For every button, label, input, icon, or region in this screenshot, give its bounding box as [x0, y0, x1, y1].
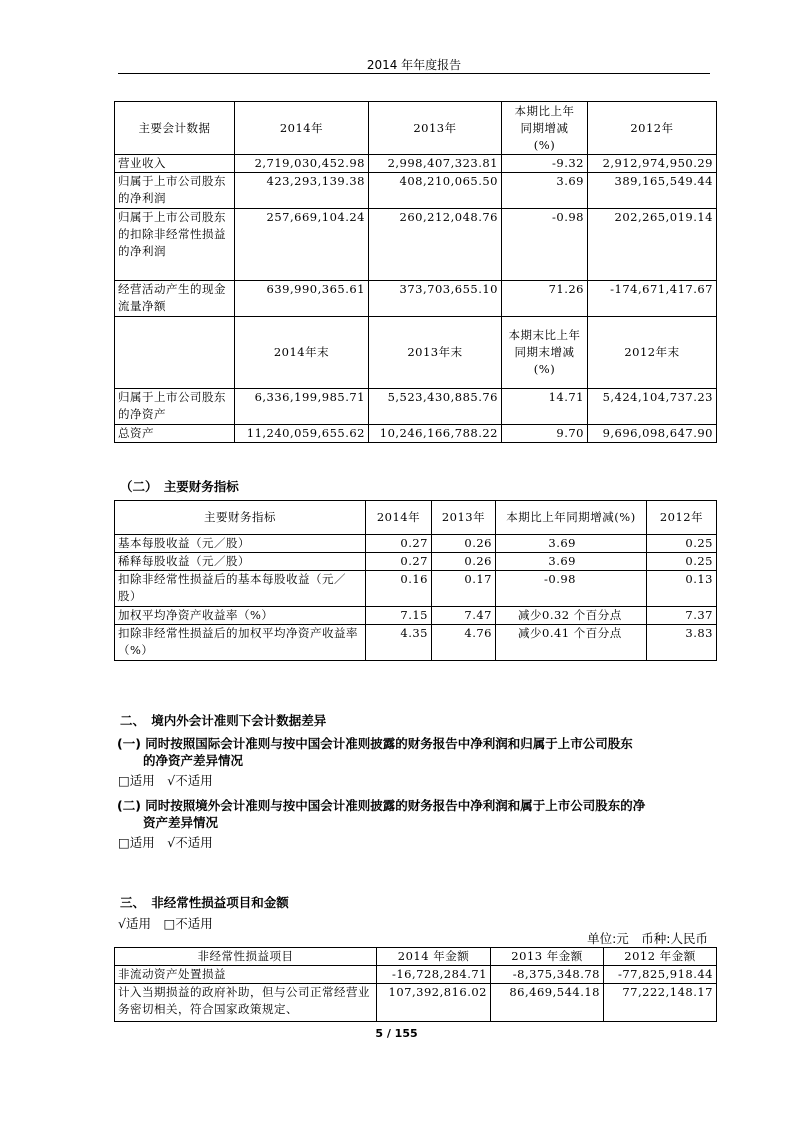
table-row: [115, 571, 717, 607]
value-cell: 5,523,430,885.76: [369, 389, 502, 425]
header-cell: 2014年末: [235, 317, 369, 389]
row-label: 计入当期损益的政府补助，但与公司正常经营业务密切相关，符合国家政策规定、: [115, 984, 377, 1022]
value-cell: 7.47: [432, 607, 496, 625]
non-recurring-items-table: [114, 947, 717, 1022]
value-cell: 3.83: [647, 625, 717, 661]
page-number: 5 / 155: [375, 1027, 418, 1040]
value-cell: 9.70: [502, 425, 588, 443]
table-row: [115, 984, 717, 1022]
table-row: [115, 389, 717, 425]
value-cell: 0.16: [366, 571, 432, 607]
header-cell: 2013年: [369, 102, 502, 155]
table-row: [115, 535, 717, 553]
value-cell: 0.13: [647, 571, 717, 607]
value-cell: -77,825,918.44: [604, 966, 717, 984]
header-cell: 2014 年金额: [377, 948, 491, 966]
value-cell: 423,293,139.38: [235, 173, 369, 209]
table-row: [115, 607, 717, 625]
applicability-check: √适用 □不适用: [118, 916, 213, 931]
value-cell: 2,998,407,323.81: [369, 155, 502, 173]
header-cell: 主要会计数据: [115, 102, 235, 155]
header-cell: [115, 317, 235, 389]
row-label: 非流动资产处置损益: [115, 966, 377, 984]
value-cell: 5,424,104,737.23: [588, 389, 717, 425]
row-label: 基本每股收益（元／股）: [115, 535, 366, 553]
value-cell: 7.15: [366, 607, 432, 625]
value-cell: -174,671,417.67: [588, 281, 717, 317]
header-cell: 2013年末: [369, 317, 502, 389]
value-cell: 0.26: [432, 535, 496, 553]
header-cell: 2014年: [235, 102, 369, 155]
row-label: 总资产: [115, 425, 235, 443]
subsection-title-cont: 的净资产差异情况: [143, 753, 244, 768]
table-row: [115, 966, 717, 984]
value-cell: 0.17: [432, 571, 496, 607]
value-cell: 3.69: [496, 535, 647, 553]
row-label: 归属于上市公司股东的扣除非经常性损益的净利润: [115, 209, 235, 281]
table-row: [115, 281, 717, 317]
value-cell: 107,392,816.02: [377, 984, 491, 1022]
value-cell: 86,469,544.18: [491, 984, 604, 1022]
table-row: [115, 553, 717, 571]
subsection-title-cont: 资产差异情况: [143, 815, 219, 830]
table-row: [115, 625, 717, 661]
table-row: [115, 209, 717, 281]
table-header-row: [115, 948, 717, 966]
value-cell: 373,703,655.10: [369, 281, 502, 317]
row-label: 加权平均净资产收益率（%）: [115, 607, 366, 625]
value-cell: 11,240,059,655.62: [235, 425, 369, 443]
table-row: [115, 425, 717, 443]
table-row: [115, 173, 717, 209]
value-cell: 10,246,166,788.22: [369, 425, 502, 443]
value-cell: 9,696,098,647.90: [588, 425, 717, 443]
value-cell: 3.69: [502, 173, 588, 209]
value-cell: 0.27: [366, 553, 432, 571]
subsection-title: (二) 同时按照境外会计准则与按中国会计准则披露的财务报告中净利润和属于上市公司股东的净: [117, 798, 646, 813]
table-header-row: [115, 102, 717, 155]
value-cell: -9.32: [502, 155, 588, 173]
header-cell: 本期末比上年同期末增减(%): [502, 317, 588, 389]
value-cell: 3.69: [496, 553, 647, 571]
applicability-check: □适用 √不适用: [118, 773, 213, 788]
header-cell: 2014年: [366, 501, 432, 535]
report-header: 2014 年年度报告: [366, 58, 462, 72]
section-title: （二） 主要财务指标: [120, 479, 239, 494]
value-cell: 0.25: [647, 553, 717, 571]
applicability-check: □适用 √不适用: [118, 835, 213, 850]
table-cutoff: [114, 1022, 717, 1026]
value-cell: 2,912,974,950.29: [588, 155, 717, 173]
value-cell: 639,990,365.61: [235, 281, 369, 317]
value-cell: -0.98: [502, 209, 588, 281]
header-cell: 2012年: [647, 501, 717, 535]
header-cell: 2012年末: [588, 317, 717, 389]
header-cell: 本期比上年 同期增减 (%): [502, 102, 588, 155]
accounting-data-table: [114, 101, 717, 443]
header-cell: 主要财务指标: [115, 501, 366, 535]
unit-label: 单位:元 币种:人民币: [587, 931, 708, 946]
row-label: 稀释每股收益（元／股）: [115, 553, 366, 571]
value-cell: 4.76: [432, 625, 496, 661]
value-cell: -8,375,348.78: [491, 966, 604, 984]
section-title: 二、 境内外会计准则下会计数据差异: [120, 713, 327, 728]
row-label: 扣除非经常性损益后的基本每股收益（元／股）: [115, 571, 366, 607]
value-cell: 389,165,549.44: [588, 173, 717, 209]
header-rule: [118, 73, 710, 74]
header-cell: 2012 年金额: [604, 948, 717, 966]
header-cell: 2012年: [588, 102, 717, 155]
value-cell: -16,728,284.71: [377, 966, 491, 984]
value-cell: 7.37: [647, 607, 717, 625]
value-cell: 0.26: [432, 553, 496, 571]
value-cell: 6,336,199,985.71: [235, 389, 369, 425]
value-cell: 71.26: [502, 281, 588, 317]
header-cell: 2013年: [432, 501, 496, 535]
value-cell: 408,210,065.50: [369, 173, 502, 209]
value-cell: 减少0.32 个百分点: [496, 607, 647, 625]
value-cell: 减少0.41 个百分点: [496, 625, 647, 661]
subsection-title: (一) 同时按照国际会计准则与按中国会计准则披露的财务报告中净利润和归属于上市公司股东: [117, 736, 633, 751]
value-cell: 14.71: [502, 389, 588, 425]
value-cell: 257,669,104.24: [235, 209, 369, 281]
value-cell: 0.25: [647, 535, 717, 553]
value-cell: 0.27: [366, 535, 432, 553]
row-label: 扣除非经常性损益后的加权平均净资产收益率（%）: [115, 625, 366, 661]
row-label: 营业收入: [115, 155, 235, 173]
table-header-row: [115, 501, 717, 535]
value-cell: 4.35: [366, 625, 432, 661]
table-row: [115, 155, 717, 173]
header-cell: 本期比上年同期增减(%): [496, 501, 647, 535]
value-cell: 2,719,030,452.98: [235, 155, 369, 173]
row-label: 归属于上市公司股东的净利润: [115, 173, 235, 209]
value-cell: 202,265,019.14: [588, 209, 717, 281]
header-cell: 非经常性损益项目: [115, 948, 377, 966]
row-label: 经营活动产生的现金流量净额: [115, 281, 235, 317]
value-cell: -0.98: [496, 571, 647, 607]
header-cell: 2013 年金额: [491, 948, 604, 966]
table-header-row: [115, 317, 717, 389]
row-label: 归属于上市公司股东的净资产: [115, 389, 235, 425]
value-cell: 260,212,048.76: [369, 209, 502, 281]
section-title: 三、 非经常性损益项目和金额: [120, 895, 289, 910]
value-cell: 77,222,148.17: [604, 984, 717, 1022]
financial-indicators-table: [114, 500, 717, 661]
